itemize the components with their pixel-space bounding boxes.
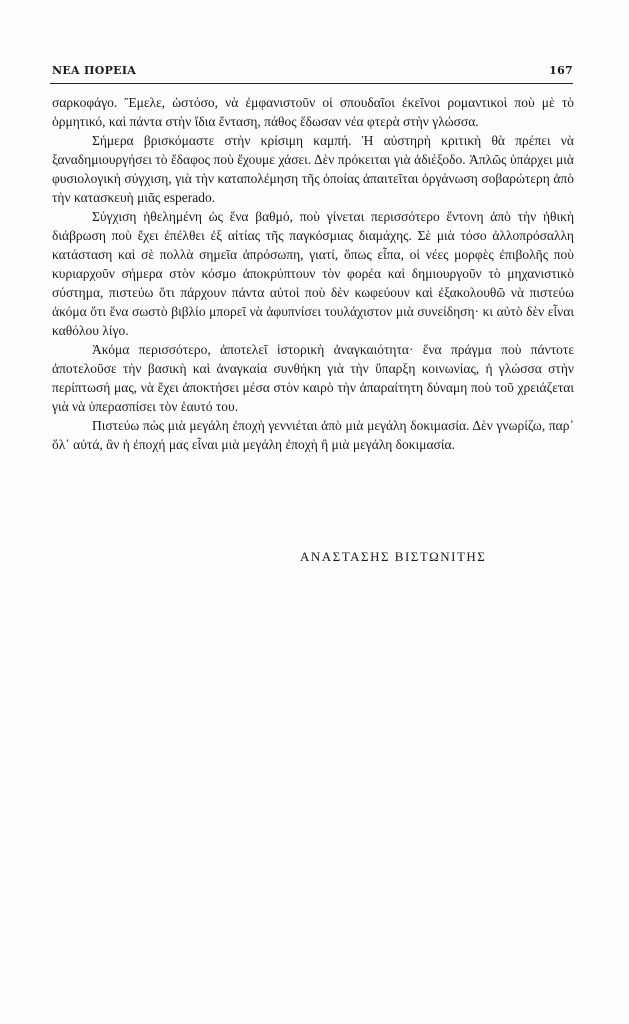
header-rule xyxy=(50,83,573,84)
page-number: 167 xyxy=(549,64,573,77)
running-header xyxy=(52,64,573,77)
paragraph: σαρκοφάγο. Ἔμελε, ὡστόσο, νὰ ἐμφανιστοῦν οἱ σπουδαῖοι ἐκεῖνοι ρομαντικοὶ ποὺ μὲ τὸ ὁρμητικό, καὶ πάντα στὴν ἴδια ἔνταση, πάθος ἔδωσαν νέα φτερὰ στὴν γλώσσα. xyxy=(52,95,574,129)
journal-title: ΝΕΑ ΠΟΡΕΙΑ xyxy=(52,64,137,77)
paragraph: Σύγχιση ἠθελημένη ὡς ἕνα βαθμό, ποὺ γίνεται περισσότερο ἔντονη ἀπὸ τὴν ἠθικὴ διάβρωση ποὺ ἔχει ἐπέλθει ἐξ αἰτίας τῆς παγκόσμιας διαμάχης. Σὲ μιὰ τόσο ἀλλοπρόσαλλη κατάσταση καὶ σὲ πολλὰ σημεῖα ἀπρόσωπη, γιατί, ὅπως εἶπα, οἱ νέες μορφὲς ἐπιβολῆς ποὺ κυριαρχοῦν σήμερα στὸν κόσμο ἀποκρύπτουν τὸν φορέα καὶ δημιουργοῦν τὸ μηχανιστικὸ σύστημα, πιστεύω ὅτι πάρχουν πάντα αὐτοὶ ποὺ δὲν κωφεύουν καὶ ἐξακολουθῶ νὰ πιστεύω ἀκόμα ὅτι ἕνα σωστὸ βιβλίο μπορεῖ νὰ ἀφυπνίσει τουλάχιστον μιὰ συνείδηση· κι αὐτὸ δὲν εἶναι καθόλου λίγο. xyxy=(52,209,574,338)
paragraph: Σήμερα βρισκόμαστε στὴν κρίσιμη καμπή. Ἡ αὐστηρὴ κριτικὴ θὰ πρέπει νὰ ξαναδημιουργήσει τὸ ἔδαφος ποὺ ἔχουμε χάσει. Δὲν πρόκειται γιὰ ἀδιέξοδο. Ἁπλῶς ὑπάρχει μιὰ φυσιολογικὴ σύγχιση, γιὰ τὴν καταπολέμηση τῆς ὁποίας ἀπαιτεῖται ὀργάνωση σοβαρώτερη ἀπὸ τὴν κατασκευὴ μιᾶς esperado. xyxy=(52,133,574,205)
paragraph: Ἀκόμα περισσότερο, ἀποτελεῖ ἱστορικὴ ἀναγκαιότητα· ἕνα πράγμα ποὺ πάντοτε ἀποτελοῦσε τὴν βασικὴ καὶ ἀναγκαία συνθήκη γιὰ τὴν ὕπαρξη κοινωνίας, ἡ γλώσσα στὴν περίπτωσή μας, νὰ ἔχει ἀποκτήσει μέσα στὸν καιρὸ τὴν ἀπαραίτητη δύναμη ποὺ τοῦ χρειάζεται γιὰ νὰ ὑπερασπίσει τὸν ἑαυτό του. xyxy=(52,342,574,414)
paragraph: Πιστεύω πὼς μιὰ μεγάλη ἐποχὴ γεννιέται ἀπὸ μιὰ μεγάλη δοκιμασία. Δὲν γνωρίζω, παρ᾽ ὅλ᾽ αὐτά, ἂν ἡ ἐποχή μας εἶναι μιὰ μεγάλη ἐποχὴ ἢ μιὰ μεγάλη δοκιμασία. xyxy=(52,418,574,452)
article-body xyxy=(52,93,574,454)
author-signature: ΑΝΑΣΤΑΣΗΣ ΒΙΣΤΩΝΙΤΗΣ xyxy=(300,549,487,564)
